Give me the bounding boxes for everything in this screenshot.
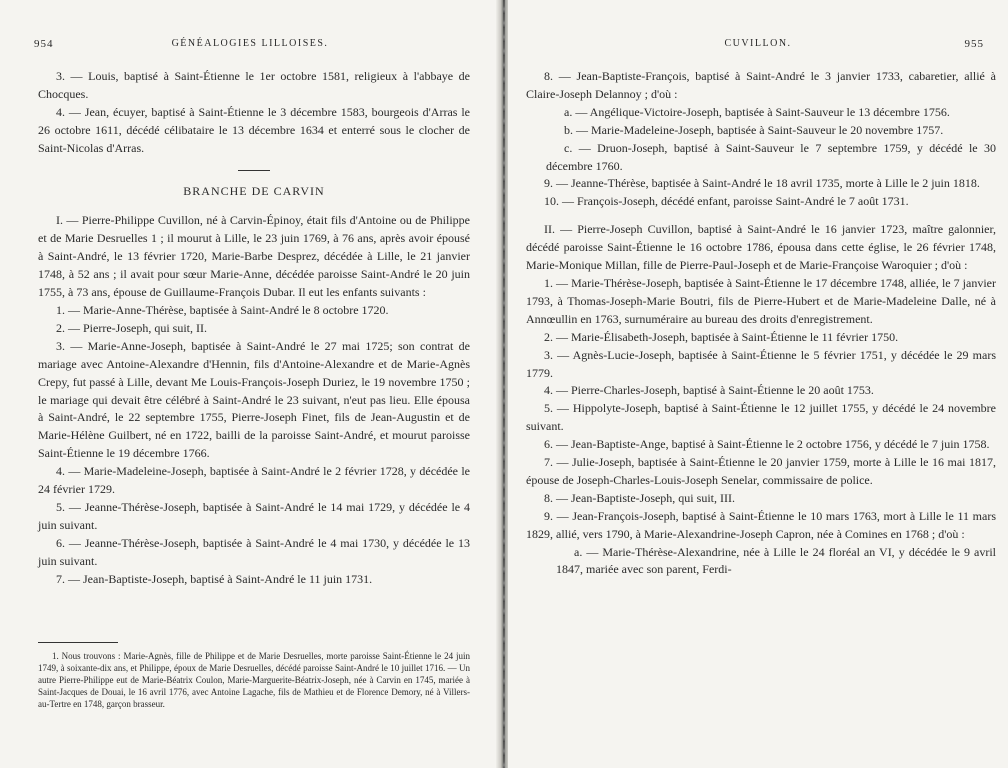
- child-entry: 6. — Jeanne-Thérèse-Joseph, baptisée à Saint-André le 4 mai 1730, y décédée le 13 juin suivant.: [38, 535, 470, 568]
- child-entry: 5. — Hippolyte-Joseph, baptisé à Saint-Étienne le 12 juillet 1755, y décédé le 24 novembre suivant.: [526, 401, 996, 434]
- child-entry: 7. — Julie-Joseph, baptisée à Saint-Étienne le 20 janvier 1759, morte à Lille le 16 mai 1817, épouse de Joseph-Charles-Louis-Joseph Senelar, commissaire de police.: [526, 455, 996, 487]
- spacer: [526, 211, 996, 221]
- footnote-rule: [38, 642, 118, 643]
- branch-title: BRANCHE DE CARVIN: [183, 183, 325, 198]
- left-body: [38, 68, 470, 588]
- child-entry: 2. — Pierre-Joseph, qui suit, II.: [56, 320, 207, 335]
- pierre-philippe-paragraph: I. — Pierre-Philippe Cuvillon, né à Carvin-Épinoy, était fils d'Antoine ou de Philippe et de Marie Desruelles 1 ; il mourut à Lille, le 23 juin 1769, à 76 ans, après avoir épousé à Saint-André, le 13 février 1720, Marie-Barbe Desprez, décédée à Lille, le 21 janvier 1748, à 52 ans ; il avait pour sœur Marie-Anne, décédée paroisse Saint-André le 20 juin 1755, à 73 ans, épouse de Guillaume-François Dubar. Il eut les enfants suivants :: [38, 213, 470, 300]
- sub-entry: a. — Marie-Thérèse-Alexandrine, née à Lille le 24 floréal an VI, y décédée le 9 avril 1847, mariée avec son parent, Ferdi-: [556, 544, 996, 577]
- sub-entry: a. — Angélique-Victoire-Joseph, baptisée à Saint-Sauveur le 13 décembre 1756.: [564, 104, 950, 119]
- entry-10-francois-joseph: 10. — François-Joseph, décédé enfant, paroisse Saint-André le 7 août 1731.: [544, 194, 909, 209]
- child-entry: 4. — Marie-Madeleine-Joseph, baptisée à Saint-André le 2 février 1728, y décédée le 24 février 1729.: [38, 464, 470, 497]
- section-divider: [238, 170, 270, 171]
- footnote-1: 1. Nous trouvons : Marie-Agnès, fille de Philippe et de Marie Desruelles, morte paroisse Saint-Étienne le 24 juin 1749, à soixante-dix ans, et Philippe, époux de Marie Desruelles, décédé paroisse Saint-André le 10 juillet 1716. — Un autre Pierre-Philippe eut de Marie-Béatrix Coulon, Marie-Marguerite-Béatrix-Joseph, née à Carvin en 1745, mariée à Saint-Jacques de Douai, le 16 avril 1776, avec Antoine Lagache, fils de Mathieu et de Florence Demory, né à Villers-au-Tertre en 1748, garçon brasseur.: [38, 651, 470, 709]
- footnote-block: [38, 650, 470, 710]
- child-entry: 1. — Marie-Thérèse-Joseph, baptisée à Saint-Étienne le 17 décembre 1748, alliée, le 7 janvier 1793, à Thomas-Joseph-Marie Boutri, fils de Pierre-Hubert et de Marie-Madeleine Dalle, né à Annœullin en 1763, surnuméraire au bureau des droits d'enregistrement.: [526, 275, 996, 326]
- right-header: [508, 38, 1008, 54]
- sub-entry: c. — Druon-Joseph, baptisé à Saint-Sauveur le 7 septembre 1759, y décédé le 30 décembre 1760.: [546, 140, 996, 173]
- right-body: [526, 68, 996, 579]
- right-page-number: 955: [964, 38, 984, 50]
- child-entry: 1. — Marie-Anne-Thérèse, baptisée à Saint-André le 8 octobre 1720.: [56, 302, 389, 317]
- child-entry: 5. — Jeanne-Thérèse-Joseph, baptisée à Saint-André le 14 mai 1729, y décédée le 4 juin suivant.: [38, 499, 470, 532]
- entry-8-jean-baptiste-francois: 8. — Jean-Baptiste-François, baptisé à Saint-André le 3 janvier 1733, cabaretier, allié à Claire-Joseph Delannoy ; d'où :: [526, 69, 996, 101]
- child-entry: 6. — Jean-Baptiste-Ange, baptisé à Saint-Étienne le 2 octobre 1756, y décédé le 7 juin 1758.: [544, 437, 990, 452]
- left-page: [0, 0, 500, 768]
- right-running-head: CUVILLON.: [724, 38, 792, 49]
- left-page-number: 954: [34, 38, 54, 50]
- child-entry: 3. — Marie-Anne-Joseph, baptisée à Saint-André le 27 mai 1725; son contrat de mariage avec Antoine-Alexandre d'Hennin, fils d'Antoine-Alexandre et de Marie-Agnès Crepy, fut passé à Lille, devant Me Louis-François-Joseph Duriez, le 19 novembre 1750 ; le mariage qui devait être célébré à Saint-André le 23 suivant, n'eut pas lieu. Elle épousa à Saint-André, le 22 septembre 1755, Pierre-Joseph Finet, fils de Jean-Augustin et de Marie-Hélène Guilbert, né en 1722, bailli de la paroisse Saint-André, et mourut paroisse Saint-Étienne le 19 décembre 1766.: [38, 338, 470, 461]
- child-entry: 4. — Pierre-Charles-Joseph, baptisé à Saint-Étienne le 20 août 1753.: [544, 383, 874, 398]
- pierre-joseph-paragraph: II. — Pierre-Joseph Cuvillon, baptisé à Saint-André le 16 janvier 1723, maître galonnier, décédé paroisse Saint-Étienne le 16 octobre 1786, épousa dans cette église, le 26 février 1748, Marie-Monique Millan, fille de Pierre-Paul-Joseph et de Marie-Françoise Waroquier ; d'où :: [526, 222, 996, 273]
- child-entry: 7. — Jean-Baptiste-Joseph, baptisé à Saint-André le 11 juin 1731.: [56, 571, 373, 586]
- child-entry: 8. — Jean-Baptiste-Joseph, qui suit, III.: [544, 490, 735, 505]
- entry-9-jeanne-therese: 9. — Jeanne-Thérèse, baptisée à Saint-André le 18 avril 1735, morte à Lille le 2 juin 1818.: [544, 176, 980, 191]
- right-page: [508, 0, 1008, 768]
- entry-4-jean: 4. — Jean, écuyer, baptisé à Saint-Étienne le 3 décembre 1583, bourgeois d'Arras le 26 octobre 1611, décédé célibataire le 13 décembre 1634 et enterré sous le clocher de Saint-Nicolas d'Arras.: [38, 104, 470, 155]
- sub-entry: b. — Marie-Madeleine-Joseph, baptisée à Saint-Sauveur le 20 novembre 1757.: [564, 122, 944, 137]
- child-entry: 9. — Jean-François-Joseph, baptisé à Saint-Étienne le 10 mars 1763, mort à Lille le 11 mars 1829, allié, vers 1790, à Marie-Alexandrine-Joseph Capron, née à Comines en 1768 ; d'où :: [526, 508, 996, 541]
- left-header: [0, 38, 500, 54]
- child-entry: 2. — Marie-Élisabeth-Joseph, baptisée à Saint-Étienne le 11 février 1750.: [544, 329, 899, 344]
- child-entry: 3. — Agnès-Lucie-Joseph, baptisée à Saint-Étienne le 5 février 1751, y décédée le 29 mars 1779.: [526, 347, 996, 380]
- left-running-head: GÉNÉALOGIES LILLOISES.: [171, 38, 329, 49]
- entry-3-louis: 3. — Louis, baptisé à Saint-Étienne le 1er octobre 1581, religieux à l'abbaye de Chocques.: [38, 69, 470, 101]
